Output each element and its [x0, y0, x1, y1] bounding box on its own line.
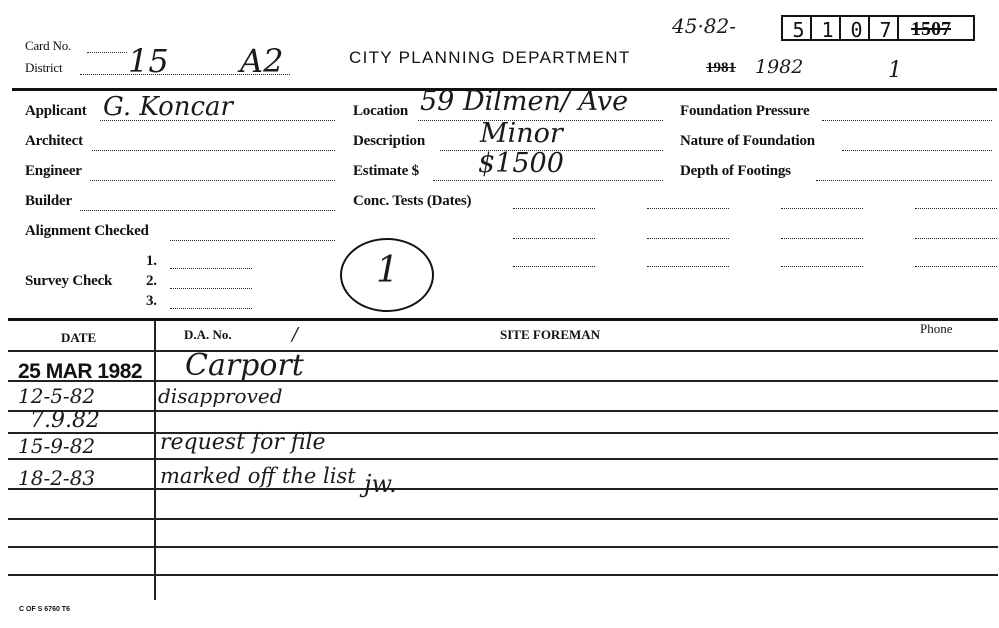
log-date: 15-9-82: [18, 434, 96, 458]
log-rule: [8, 432, 998, 434]
ref-digit-2: 1: [821, 18, 834, 42]
architect-rule: [92, 150, 335, 151]
log-note: Carport: [185, 348, 304, 383]
ref-digit-1: 5: [792, 18, 805, 42]
ref-digit-3: 0: [850, 18, 863, 42]
log-date: 25 MAR 1982: [18, 360, 143, 383]
survey-rule-2: [170, 288, 252, 289]
builder-rule: [80, 210, 335, 211]
circled-mark: [340, 238, 434, 312]
conc-date-slot: [647, 208, 729, 209]
ref-digit-box-3: [839, 15, 870, 41]
survey-number-2: 2.: [146, 273, 157, 289]
ref-digit-box-4: [868, 15, 899, 41]
ref-number-box: [897, 15, 975, 41]
applicant-label: Applicant: [25, 103, 87, 119]
log-rule: [8, 488, 998, 490]
survey-check-label: Survey Check: [25, 273, 113, 289]
ref-digit-4: 7: [879, 18, 892, 42]
estimate-label: Estimate $: [353, 163, 419, 179]
district-value: A2: [240, 42, 284, 80]
form-code: C OF S 6760 T6: [19, 606, 70, 613]
ref-digit-box-2: [810, 15, 841, 41]
conc-date-slot: [647, 266, 729, 267]
da-number-header: D.A. No.: [184, 327, 232, 342]
log-rule: [8, 574, 998, 576]
phone-header: Phone: [920, 321, 953, 336]
conc-date-slot: [915, 208, 997, 209]
location-label: Location: [353, 103, 409, 119]
log-note: disapproved: [158, 384, 283, 408]
alignment-label: Alignment Checked: [25, 223, 149, 239]
nature-of-foundation-label: Nature of Foundation: [680, 133, 815, 149]
estimate-rule: [433, 180, 663, 181]
nature-of-foundation-rule: [842, 150, 992, 151]
department-title: CITY PLANNING DEPARTMENT: [349, 48, 631, 67]
card-no-label: Card No.: [25, 38, 72, 53]
builder-label: Builder: [25, 193, 72, 209]
depth-of-footings-rule: [816, 180, 992, 181]
log-note: marked off the list: [160, 464, 356, 488]
conc-tests-label: Conc. Tests (Dates): [353, 193, 472, 209]
log-rule: [8, 518, 998, 520]
conc-date-slot: [915, 266, 997, 267]
reference-prefix: 45·82-: [672, 14, 737, 38]
engineer-rule: [90, 180, 335, 181]
alignment-rule: [170, 240, 335, 241]
conc-date-slot: [513, 266, 595, 267]
log-rule: [8, 546, 998, 548]
site-foreman-header: SITE FOREMAN: [500, 327, 601, 342]
log-date: 18-2-83: [18, 466, 96, 490]
depth-of-footings-label: Depth of Footings: [680, 163, 791, 179]
card-no-value: 15: [128, 42, 169, 80]
description-value: Minor: [480, 118, 563, 149]
survey-rule-1: [170, 268, 252, 269]
log-top-rule: [8, 318, 998, 321]
conc-date-slot: [513, 208, 595, 209]
applicant-value: G. Koncar: [103, 92, 233, 122]
survey-number-3: 3.: [146, 293, 157, 309]
log-rule: [8, 410, 998, 412]
date-column-header: DATE: [61, 330, 97, 345]
survey-number-1: 1.: [146, 253, 157, 269]
initials: jw.: [364, 470, 397, 498]
survey-rule-3: [170, 308, 252, 309]
conc-date-slot: [781, 208, 863, 209]
architect-label: Architect: [25, 133, 83, 149]
foundation-pressure-rule: [822, 120, 992, 121]
log-date: 7.9.82: [30, 408, 100, 433]
engineer-label: Engineer: [25, 163, 82, 179]
log-note: request for file: [160, 430, 326, 455]
conc-date-slot: [915, 238, 997, 239]
date-column-divider: [154, 320, 156, 600]
conc-date-slot: [781, 238, 863, 239]
log-rule: [8, 350, 998, 352]
conc-date-slot: [781, 266, 863, 267]
circled-mark-value: 1: [376, 250, 399, 291]
log-rule: [8, 458, 998, 460]
year-mark: 1: [888, 58, 902, 83]
conc-date-slot: [647, 238, 729, 239]
ref-digit-box-1: [781, 15, 812, 41]
location-value: 59 Dilmen/ Ave: [420, 86, 629, 117]
log-date: 12-5-82: [18, 384, 96, 408]
da-number-mark: /: [292, 324, 299, 345]
district-label: District: [25, 60, 63, 75]
estimate-value: $1500: [478, 148, 564, 179]
description-label: Description: [353, 133, 425, 149]
card-no-rule: [87, 52, 127, 53]
log-rule: [8, 380, 998, 382]
foundation-pressure-label: Foundation Pressure: [680, 103, 810, 119]
ref-number: 1507: [911, 18, 951, 40]
year-new: 1982: [755, 56, 804, 78]
conc-date-slot: [513, 238, 595, 239]
year-struck: 1981: [706, 60, 736, 76]
